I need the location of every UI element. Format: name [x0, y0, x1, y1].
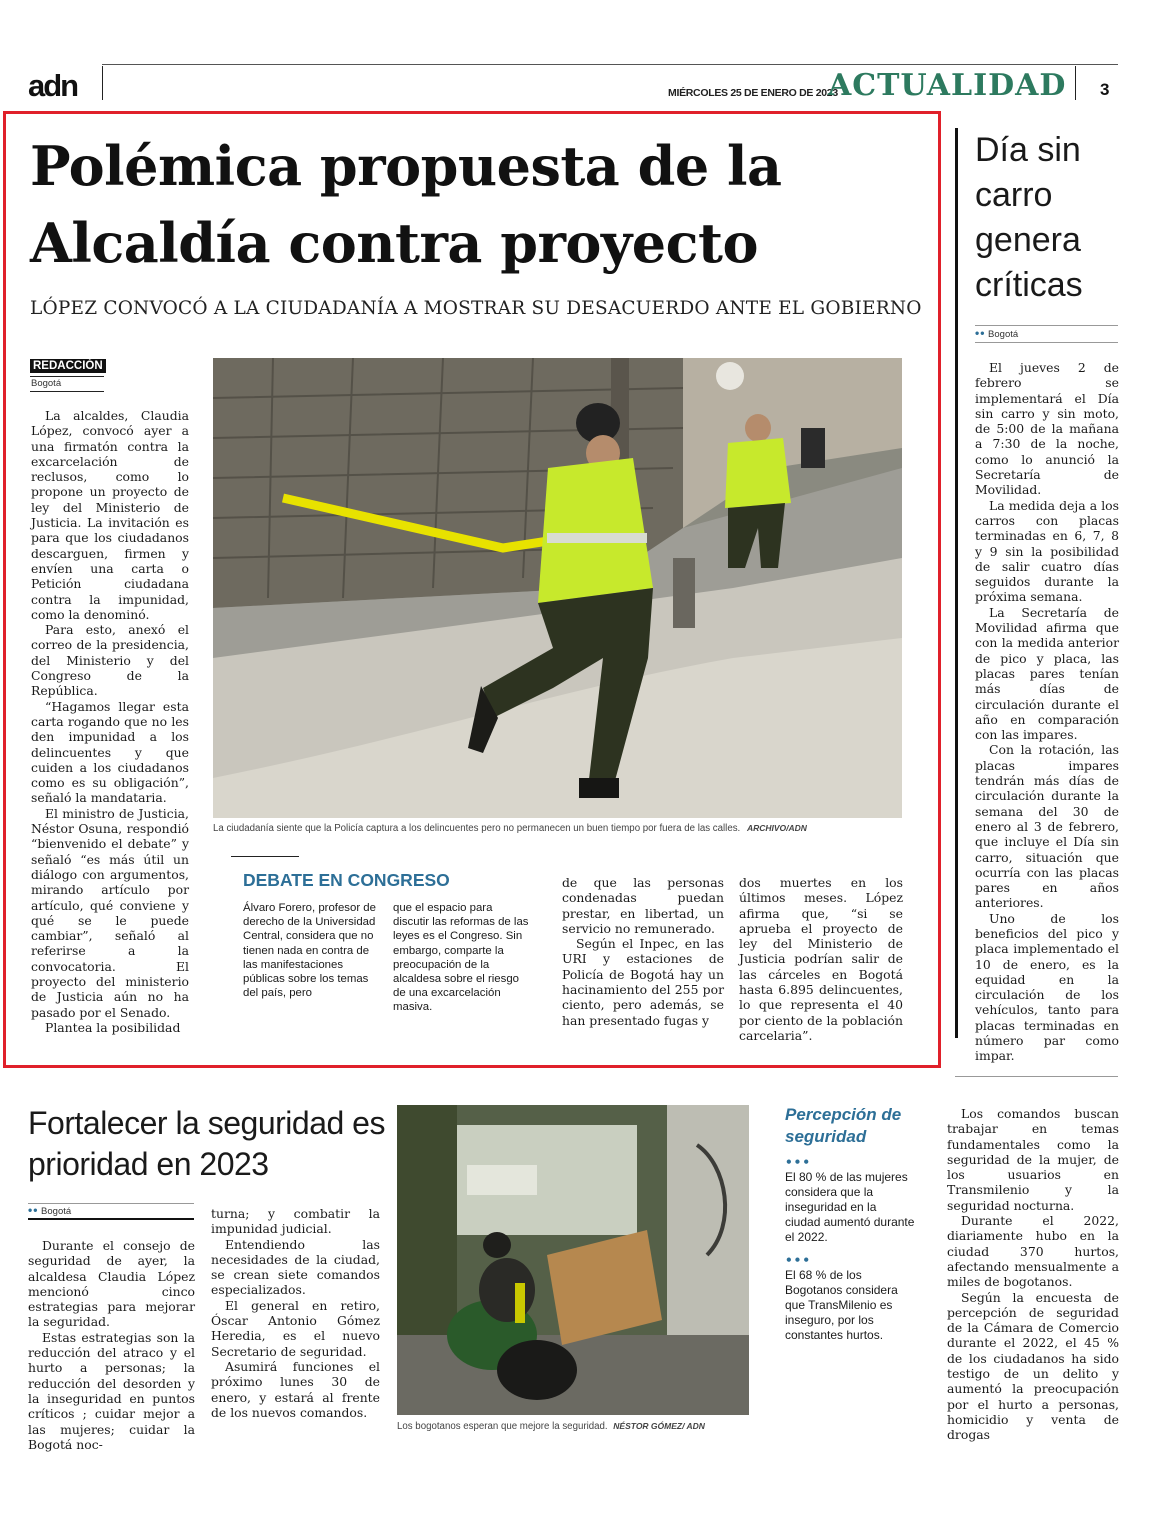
main-subhead: LÓPEZ CONVOCÓ A LA CIUDADANÍA A MOSTRAR SU DESACUERDO ANTE EL GOBIERNO: [30, 298, 922, 319]
paragraph: Asumirá funciones el próximo lunes 30 de enero, y estará al frente de los nuevos comandos.: [211, 1358, 380, 1420]
paragraph: “Hagamos llegar esta carta rogando que no les den impunidad a los delincuentes y que cuiden a los ciudadanos como es su obligación”, señaló la mandataria.: [31, 698, 189, 806]
issue-date: MIÉRCOLES 25 DE ENERO DE 2023: [668, 87, 838, 99]
masthead: [28, 64, 1118, 104]
debate-box-col-2: que el espacio para discutir las reformas de las leyes es el Congreso. Sin embargo, comparte la preocupación de la alcaldesa sobre el riesgo de una excarcelación masiva.: [393, 902, 529, 1014]
main-photo-caption: [213, 823, 913, 834]
paragraph: Uno de los beneficios del pico y placa implementado el 10 de enero, es la equidad en la circulación de los vehículos, tanto para placas terminadas en número par como impar.: [975, 910, 1119, 1064]
dots-icon: ••: [28, 1203, 39, 1217]
paragraph: Con la rotación, las placas impares tendrán más días de circulación durante la semana del 30 de enero al 3 de febrero, que incluye el Día sin carro, situación que ocurría con las placas pares en años anteriores.: [975, 742, 1119, 911]
paragraph: de que las personas condenadas puedan prestar, en libertad, un servicio no remunerado.: [562, 875, 724, 936]
paragraph: Entendiendo las necesidades de la ciudad, se crean siete comandos especializados.: [211, 1236, 380, 1298]
header-top-rule: [102, 64, 1118, 65]
police-scene-image: [213, 358, 902, 818]
paragraph: turna; y combatir la impunidad judicial.: [211, 1206, 380, 1237]
paragraph: Durante el 2022, diariamente hubo en la ciudad 370 hurtos, afectando mensualmente a miles de bogotanos.: [947, 1213, 1119, 1290]
bottom-location: [28, 1205, 71, 1217]
byline-rule: [30, 376, 104, 377]
bottom-headline-rule: [28, 1203, 194, 1204]
perception-list: [785, 1157, 915, 1343]
paragraph: El general en retiro, Óscar Antonio Gómez Heredia, es el nuevo Secretario de seguridad.: [211, 1297, 380, 1359]
paragraph: El jueves 2 de febrero se implementará el Día sin carro y sin moto, de 5:00 de la mañana a 7:30 de la noche, como lo anunció la Secretaría de Movilidad.: [975, 360, 1119, 498]
debate-box-col-1: Álvaro Forero, profesor de derecho de la Universidad Central, considera que no tienen nada en contra de las manifestaciones públicas sobre los temas del país, pero: [243, 902, 376, 1000]
paragraph: Según el Inpec, en las URI y estaciones de Policía de Bogotá hay un hacinamiento del 255 por ciento, pero además, se han presentado fugas y: [562, 936, 724, 1028]
main-headline: Polémica propuesta de la Alcaldía contra proyecto: [30, 134, 782, 275]
paragraph: Para esto, anexó el correo de la presidencia, del Ministerio y del Congreso de la República.: [31, 622, 189, 699]
bottom-column-2: [211, 1206, 380, 1420]
main-column-4: [739, 875, 903, 1043]
photo-credit: NÉSTOR GÓMEZ/ ADN: [613, 1421, 705, 1431]
street-scene-image: [397, 1105, 749, 1415]
main-location: Bogotá: [31, 378, 62, 389]
side-headline: Día sin carro genera críticas: [975, 131, 1083, 304]
perception-item: El 80 % de las mujeres considera que la inseguridad en la ciudad aumentó durante el 2022.: [785, 1170, 915, 1244]
logo-divider: [102, 66, 103, 100]
byline: REDACCIÓN: [30, 359, 106, 373]
paragraph: La alcaldes, Claudia López, convocó ayer a una firmatón contra la excarcelación de reclusos, como lo propone un proyecto de ley del Ministerio de Justicia. La invitación es para que los ciudadanos descarguen, firmen y envíen una carta o Petición ciudadana contra la impunidad, como la denominó.: [31, 408, 189, 622]
bottom-location-rule: [28, 1218, 194, 1220]
page-number: 3: [1100, 80, 1110, 99]
bottom-section-rule: [955, 1076, 1118, 1077]
caption-text: Los bogotanos esperan que mejore la seguridad.: [397, 1421, 608, 1432]
dots-icon: ••: [975, 326, 986, 340]
photo-credit: ARCHIVO/ADN: [746, 823, 807, 833]
perception-title: Percepción de seguridad: [785, 1105, 902, 1146]
location-rule: [30, 391, 104, 392]
dots-icon: •••: [785, 1253, 812, 1267]
section-divider: [1075, 66, 1076, 100]
side-location: [975, 328, 1018, 340]
bottom-location-text: Bogotá: [41, 1206, 72, 1217]
bottom-photo: [397, 1105, 749, 1415]
dots-icon: •••: [785, 1155, 812, 1169]
paragraph: La medida deja a los carros con placas terminadas en 6, 7, 8 y 9 sin la posibilidad de salir cuatro días seguidos durante la próxima semana.: [975, 497, 1119, 605]
bottom-headline: Fortalecer la seguridad es prioridad en 2023: [28, 1105, 385, 1182]
paragraph: Plantea la posibilidad: [45, 1019, 181, 1035]
main-column-1: [31, 408, 189, 1035]
paragraph: dos muertes en los últimos meses. López afirma que, “si se aprueba el proyecto de ley del Ministerio de Justicia podrían salir de las cárceles en Bogotá hasta 6.895 delincuentes, lo que representa el 40 por ciento de la población carcelaria”.: [739, 875, 903, 1043]
main-column-3: [562, 875, 724, 1028]
main-photo: [213, 358, 902, 818]
paragraph: Según la encuesta de percepción de seguridad de la Cámara de Comercio durante el 2022, el 45 % de los ciudadanos ha sido testigo de un delito y aumentó la preocupación por el hurto a personas, homicidio y venta de drogas: [947, 1289, 1119, 1443]
side-location-rule: [975, 342, 1118, 343]
caption-text: La ciudadanía siente que la Policía captura a los delincuentes pero no permanecen un buen tiempo por fuera de las calles.: [213, 823, 741, 834]
side-vertical-rule: [955, 128, 958, 1038]
side-column: [975, 360, 1119, 1064]
adn-logo: adn: [28, 68, 78, 103]
debate-box-title: DEBATE EN CONGRESO: [243, 870, 450, 890]
perception-item: El 68 % de los Bogotanos considera que TransMilenio es inseguro, por los constantes hurtos.: [785, 1268, 898, 1342]
paragraph: Durante el consejo de seguridad de ayer, la alcaldesa Claudia López mencionó cinco estrategias para mejorar la seguridad.: [28, 1238, 195, 1330]
box-top-rule: [231, 856, 299, 857]
side-location-text: Bogotá: [988, 329, 1019, 340]
section-title: ACTUALIDAD: [828, 68, 1067, 103]
bottom-column-4: [947, 1106, 1119, 1443]
paragraph: El ministro de Justicia, Néstor Osuna, respondió “bienvenido el debate” y señaló “es más útil un diálogo con argumentos, mirando artículo por artículo, qué conviene y qué se le puede cambiar”, señaló al referirse a la convocatoria. El proyecto del ministerio de Justicia aún no ha pasado por el Senado.: [31, 805, 189, 1020]
paragraph: Los comandos buscan trabajar en temas fundamentales como la seguridad de la mujer, de los usuarios en Transmilenio y la seguridad nocturna.: [947, 1106, 1119, 1213]
bottom-column-1: [28, 1238, 195, 1452]
side-headline-rule: [975, 325, 1118, 326]
paragraph: La Secretaría de Movilidad afirma que con la medida anterior de pico y placa, las placas pares tenían más días de circulación durante el año en comparación con las impares.: [975, 604, 1119, 743]
paragraph: Estas estrategias son la reducción del atraco y el hurto a personas; la reducción del desorden y la inseguridad en puntos críticos ; cuidar mejor a las mujeres; cuidar la Bogotá noc-: [28, 1329, 195, 1452]
bottom-photo-caption: [397, 1421, 757, 1432]
